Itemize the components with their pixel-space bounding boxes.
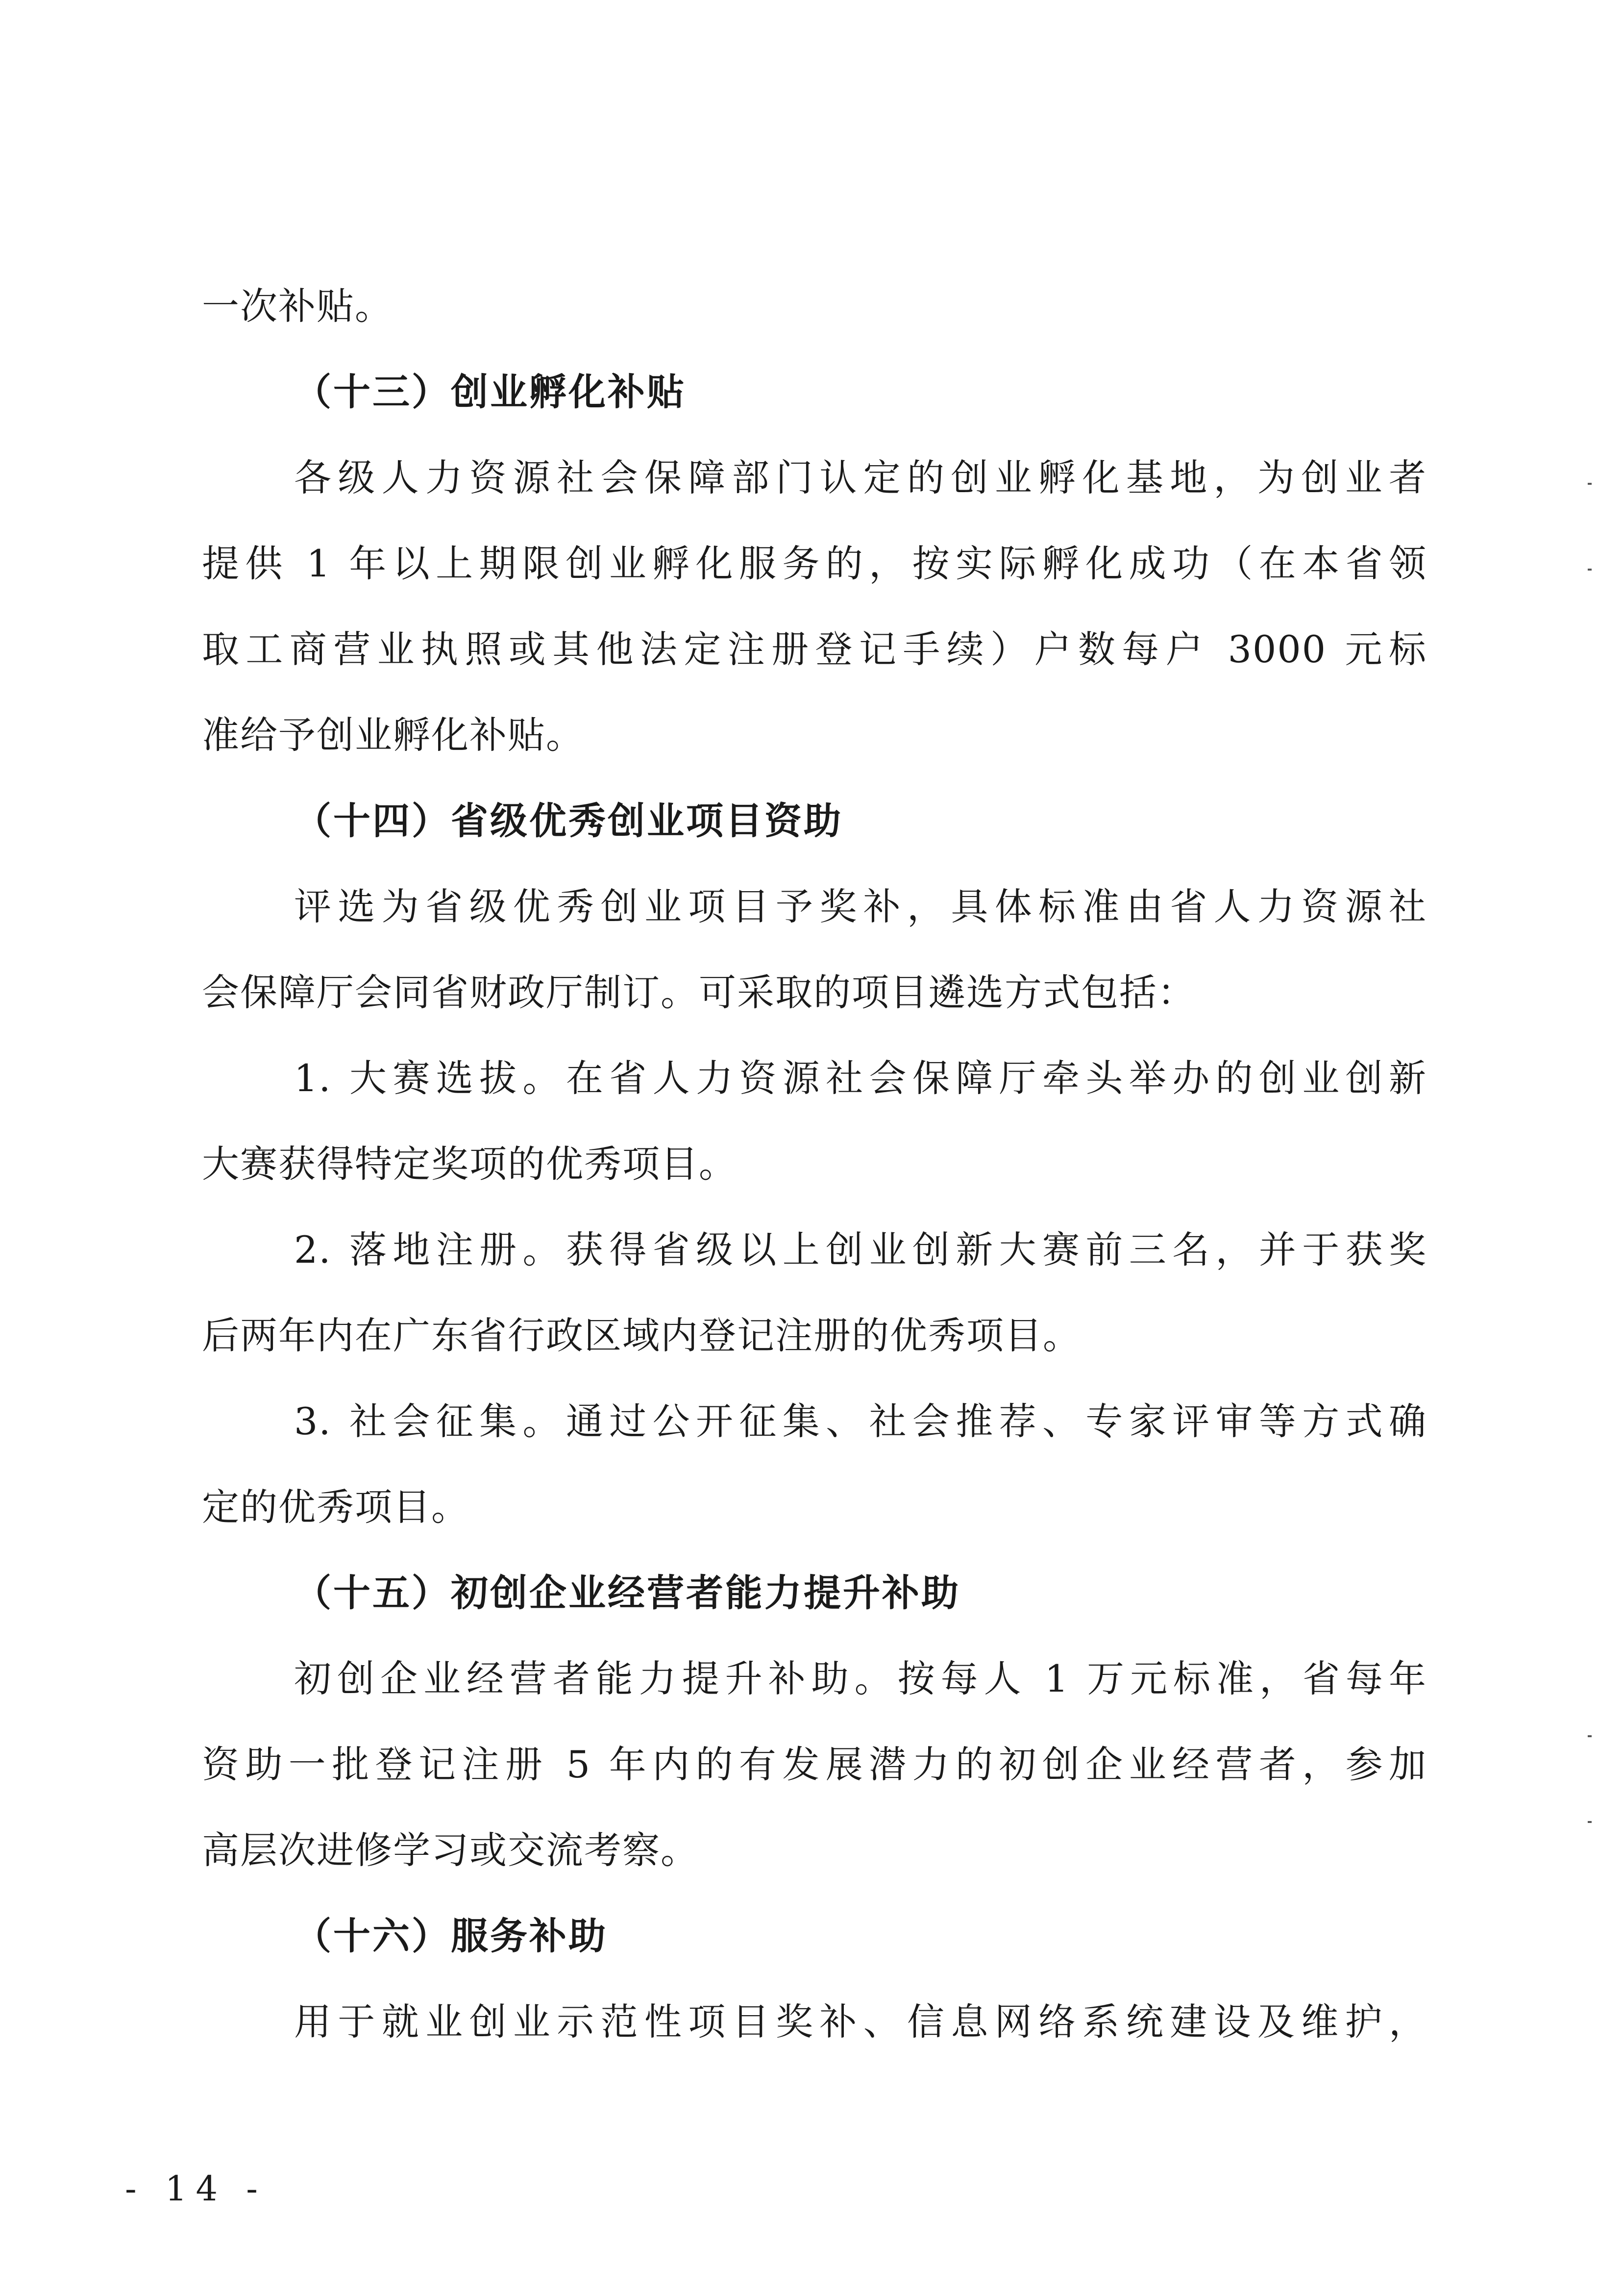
list-item-line: 大赛获得特定奖项的优秀项目。 (202, 1142, 737, 1186)
list-item-line: 3. 社会征集。通过公开征集、社会推荐、专家评审等方式确 (294, 1399, 1427, 1443)
paragraph-line: 一次补贴。 (202, 284, 393, 328)
paragraph-line: 高层次进修学习或交流考察。 (202, 1828, 699, 1872)
paragraph-line: 会保障厅会同省财政厅制订。可采取的项目遴选方式包括： (202, 971, 1196, 1014)
section-heading-14: （十四）省级优秀创业项目资助 (294, 799, 843, 843)
paragraph-line: 提供 1 年以上期限创业孵化服务的，按实际孵化成功（在本省领 (202, 542, 1427, 585)
paragraph-line: 初创企业经营者能力提升补助。按每人 1 万元标准，省每年 (294, 1657, 1427, 1700)
section-heading-15: （十五）初创企业经营者能力提升补助 (294, 1571, 960, 1615)
list-item-line: 定的优秀项目。 (202, 1485, 469, 1529)
list-item-line: 2. 落地注册。获得省级以上创业创新大赛前三名，并于获奖 (294, 1228, 1427, 1272)
paragraph-line: 取工商营业执照或其他法定注册登记手续）户数每户 3000 元标 (202, 627, 1427, 671)
paragraph-line: 用于就业创业示范性项目奖补、信息网络系统建设及维护， (294, 2000, 1427, 2044)
paragraph-line: 资助一批登记注册 5 年内的有发展潜力的初创企业经营者，参加 (202, 1743, 1427, 1786)
scan-artifact-mark (1588, 1821, 1592, 1823)
page-number: - 14 - (125, 2169, 267, 2209)
section-heading-16: （十六）服务补助 (294, 1914, 608, 1958)
scan-artifact-mark (1588, 569, 1592, 571)
paragraph-line: 各级人力资源社会保障部门认定的创业孵化基地，为创业者 (294, 456, 1427, 499)
scan-artifact-mark (1588, 1735, 1592, 1737)
section-heading-13: （十三）创业孵化补贴 (294, 370, 686, 414)
list-item-line: 后两年内在广东省行政区域内登记注册的优秀项目。 (202, 1314, 1081, 1357)
list-item-line: 1. 大赛选拔。在省人力资源社会保障厅牵头举办的创业创新 (294, 1056, 1427, 1100)
paragraph-line: 评选为省级优秀创业项目予奖补，具体标准由省人力资源社 (294, 885, 1427, 928)
paragraph-line: 准给予创业孵化补贴。 (202, 713, 584, 757)
scan-artifact-mark (1588, 483, 1592, 485)
